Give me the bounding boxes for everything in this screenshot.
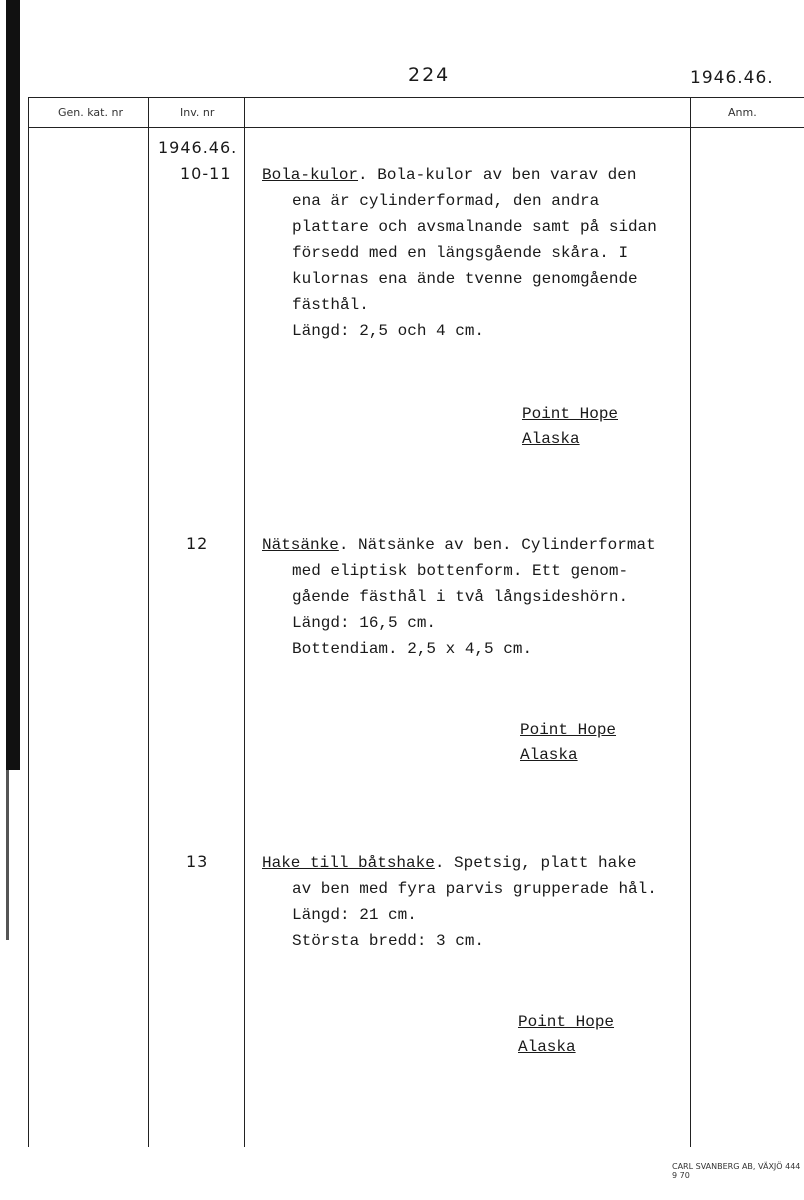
entry-line: . Bola-kulor av ben varav den (358, 166, 637, 184)
inventory-year: 1946.46. (158, 138, 238, 157)
inv-number: 12 (186, 534, 209, 553)
entry-line: Längd: 16,5 cm. (292, 614, 437, 632)
entry-line: kulornas ena ände tvenne genomgående (292, 270, 638, 288)
column-header-gen: Gen. kat. nr (58, 106, 123, 119)
entry-line: plattare och avsmalnande samt på sidan (292, 218, 657, 236)
entry-line: Största bredd: 3 cm. (292, 932, 485, 950)
location-region: Alaska (522, 430, 580, 448)
entry-line: av ben med fyra parvis grupperade hål. (292, 880, 657, 898)
catalog-entry (262, 532, 702, 662)
entry-location (522, 402, 618, 452)
printer-imprint: CARL SVANBERG AB, VÄXJÖ 444 9 70 (672, 1162, 801, 1180)
location-place: Point Hope (520, 721, 617, 739)
entry-line: . Nätsänke av ben. Cylinderformat (338, 536, 656, 554)
location-region: Alaska (520, 746, 578, 764)
entry-line: fästhål. (292, 296, 369, 314)
entry-line: . Spetsig, platt hake (434, 854, 637, 872)
column-header-inv: Inv. nr (180, 106, 215, 119)
page-number: 224 (408, 64, 451, 86)
column-rule-inv (244, 97, 245, 1147)
inv-number: 13 (186, 852, 209, 871)
entry-title: Bola-kulor (262, 166, 359, 184)
column-rule-gen (148, 97, 149, 1147)
entry-title: Hake till båtshake (262, 854, 435, 872)
entry-line: gående fästhål i två långsideshörn. (292, 588, 629, 606)
entry-line: Bottendiam. 2,5 x 4,5 cm. (292, 640, 533, 658)
entry-line: Längd: 21 cm. (292, 906, 417, 924)
entry-location (520, 718, 616, 768)
inv-number: 10-11 (180, 164, 232, 183)
binding-edge-lower (6, 770, 9, 940)
entry-line: med eliptisk bottenform. Ett genom- (292, 562, 629, 580)
header-date: 1946.46. (690, 68, 774, 88)
location-region: Alaska (518, 1038, 576, 1056)
catalog-entry (262, 850, 702, 954)
header-rule (28, 97, 804, 98)
entry-line: Längd: 2,5 och 4 cm. (292, 322, 485, 340)
location-place: Point Hope (518, 1013, 615, 1031)
location-place: Point Hope (522, 405, 619, 423)
column-header-anm: Anm. (728, 106, 757, 119)
binding-edge (6, 0, 20, 770)
entry-location (518, 1010, 614, 1060)
catalog-entry (262, 162, 702, 344)
header-rule-lower (28, 127, 804, 128)
column-rule-left (28, 97, 29, 1147)
entry-title: Nätsänke (262, 536, 339, 554)
entry-line: försedd med en längsgående skåra. I (292, 244, 629, 262)
entry-line: ena är cylinderformad, den andra (292, 192, 600, 210)
